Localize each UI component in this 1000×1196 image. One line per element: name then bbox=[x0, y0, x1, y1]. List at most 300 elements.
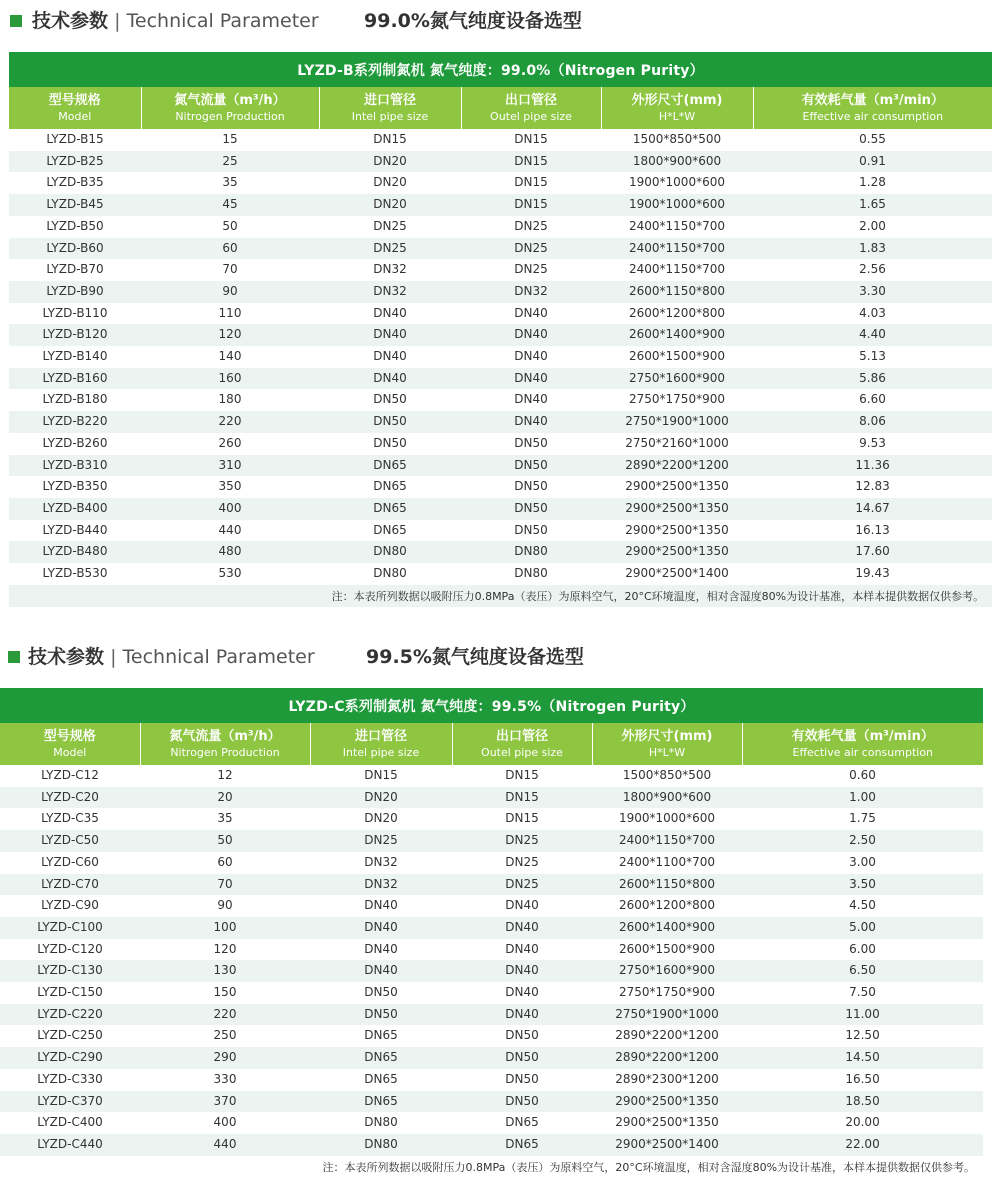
table-note: 注：本表所列数据以吸附压力0.8MPa（表压）为原料空气，20°C环境温度，相对含湿度80%为设计基准，本样本提供数据仅供参考。 bbox=[9, 585, 992, 607]
table-row bbox=[9, 346, 992, 368]
table-cell: 150 bbox=[213, 985, 237, 1000]
table-cell: 6.60 bbox=[859, 392, 886, 407]
table-row bbox=[9, 389, 992, 411]
table-cell: DN50 bbox=[310, 1004, 452, 1026]
table-cell: DN65 bbox=[319, 498, 461, 520]
table-cell: 16.13 bbox=[855, 522, 890, 537]
table-cell: LYZD-C440 bbox=[0, 1134, 140, 1156]
table-cell: LYZD-C130 bbox=[0, 960, 140, 982]
table-cell: 0.91 bbox=[753, 151, 992, 173]
table-cell: LYZD-B15 bbox=[46, 132, 104, 146]
table-cell: 2400*1100*700 bbox=[619, 854, 715, 869]
column-header-en: Intel pipe size bbox=[351, 109, 429, 123]
column-header-en: Model bbox=[53, 745, 87, 759]
table-cell: 1500*850*500 bbox=[632, 132, 722, 146]
table-cell: DN65 bbox=[310, 1047, 452, 1069]
table-cell: DN50 bbox=[505, 1028, 539, 1043]
heading-en: Technical Parameter bbox=[126, 10, 319, 32]
table-cell: 70 bbox=[222, 262, 238, 277]
table-cell: 22.00 bbox=[742, 1134, 983, 1156]
table-cell: LYZD-C250 bbox=[37, 1028, 103, 1043]
table-cell: 50 bbox=[140, 830, 310, 852]
table-row bbox=[9, 303, 992, 325]
table-cell: 14.50 bbox=[742, 1047, 983, 1069]
table-row bbox=[9, 216, 992, 238]
note-row bbox=[9, 585, 992, 607]
column-header-en: Nitrogen Production bbox=[175, 109, 285, 123]
table-cell: 60 bbox=[217, 854, 233, 869]
table-cell: 2600*1150*800 bbox=[601, 281, 753, 303]
table-row bbox=[9, 541, 992, 563]
table-cell: 1900*1000*600 bbox=[619, 811, 715, 826]
table-cell: LYZD-B140 bbox=[42, 349, 108, 364]
note-row bbox=[0, 1156, 983, 1178]
table-cell: DN25 bbox=[514, 218, 548, 233]
table-cell: DN40 bbox=[505, 941, 539, 956]
spec-section-c bbox=[0, 636, 1000, 1174]
table-row bbox=[0, 787, 983, 809]
column-header bbox=[9, 87, 141, 129]
table-cell: 2400*1150*700 bbox=[629, 262, 725, 277]
table-row bbox=[0, 982, 983, 1004]
column-header bbox=[140, 723, 310, 765]
table-cell: 2750*1600*900 bbox=[601, 368, 753, 390]
table-row bbox=[9, 194, 992, 216]
column-header-cn: 出口管径 bbox=[504, 92, 557, 108]
table-cell: 4.50 bbox=[849, 898, 876, 913]
table-cell: DN40 bbox=[319, 324, 461, 346]
table-row bbox=[9, 129, 992, 151]
column-header-cn: 外形尺寸(mm) bbox=[621, 728, 713, 744]
table-cell: DN15 bbox=[452, 787, 592, 809]
table-cell: 120 bbox=[213, 941, 237, 956]
table-cell: DN40 bbox=[514, 392, 548, 407]
column-header bbox=[592, 723, 742, 765]
table-row bbox=[0, 1112, 983, 1134]
table-cell: LYZD-B260 bbox=[42, 435, 108, 450]
table-cell: DN25 bbox=[452, 830, 592, 852]
table-cell: 4.40 bbox=[753, 324, 992, 346]
table-cell: 2600*1200*800 bbox=[619, 898, 715, 913]
table-cell: DN65 bbox=[310, 1091, 452, 1113]
table-cell: LYZD-C12 bbox=[41, 768, 99, 782]
table-cell: 220 bbox=[140, 1004, 310, 1026]
table-cell: 440 bbox=[140, 1134, 310, 1156]
table-cell: 2900*2500*1350 bbox=[625, 522, 729, 537]
table-cell: 2750*1600*900 bbox=[592, 960, 742, 982]
table-cell: 1900*1000*600 bbox=[629, 175, 725, 190]
column-header-en: Intel pipe size bbox=[342, 745, 420, 759]
table-cell: 3.00 bbox=[849, 854, 876, 869]
table-cell: 90 bbox=[217, 898, 233, 913]
table-cell: DN40 bbox=[373, 305, 407, 320]
table-cell: LYZD-B350 bbox=[42, 479, 108, 494]
heading-text bbox=[28, 644, 315, 670]
table-cell: DN50 bbox=[364, 985, 398, 1000]
table-cell: 2890*2200*1200 bbox=[592, 1047, 742, 1069]
table-row bbox=[9, 411, 992, 433]
table-cell: 130 bbox=[140, 960, 310, 982]
table-cell: 12.83 bbox=[855, 479, 890, 494]
table-cell: 0.60 bbox=[849, 768, 876, 782]
table-cell: DN40 bbox=[364, 941, 398, 956]
table-cell: 1500*850*500 bbox=[622, 768, 712, 782]
table-cell: DN25 bbox=[461, 238, 601, 260]
heading-text bbox=[32, 8, 319, 34]
table-cell: LYZD-C370 bbox=[0, 1091, 140, 1113]
table-cell: 2600*1400*900 bbox=[601, 324, 753, 346]
table-cell: DN50 bbox=[514, 435, 548, 450]
column-header bbox=[742, 723, 983, 765]
column-header-cn: 有效耗气量（m³/min） bbox=[801, 92, 944, 108]
table-cell: DN20 bbox=[364, 811, 398, 826]
table-cell: 0.55 bbox=[859, 132, 886, 146]
table-cell: DN50 bbox=[514, 522, 548, 537]
table-cell: LYZD-B530 bbox=[42, 566, 108, 581]
column-header-en: H*L*W bbox=[648, 745, 686, 759]
column-header-cn: 出口管径 bbox=[495, 728, 548, 744]
table-title: LYZD-B系列制氮机 氮气纯度：99.0%（Nitrogen Purity） bbox=[9, 52, 992, 87]
table-cell: 11.36 bbox=[753, 455, 992, 477]
table-cell: DN25 bbox=[319, 238, 461, 260]
table-cell: DN65 bbox=[319, 455, 461, 477]
table-cell: LYZD-C150 bbox=[37, 985, 103, 1000]
table-cell: 2890*2200*1200 bbox=[601, 455, 753, 477]
column-header-cn: 氮气流量（m³/h） bbox=[169, 728, 281, 744]
table-cell: 400 bbox=[141, 498, 319, 520]
table-cell: LYZD-B310 bbox=[9, 455, 141, 477]
table-cell: 100 bbox=[140, 917, 310, 939]
table-row bbox=[0, 1025, 983, 1047]
table-cell: LYZD-B90 bbox=[9, 281, 141, 303]
table-cell: 5.13 bbox=[859, 349, 886, 364]
table-cell: 4.03 bbox=[859, 305, 886, 320]
table-cell: DN65 bbox=[373, 522, 407, 537]
table-cell: DN80 bbox=[514, 566, 548, 581]
table-cell: DN25 bbox=[505, 854, 539, 869]
table-cell: 2750*1900*1000 bbox=[592, 1004, 742, 1026]
heading-cn: 技术参数 bbox=[32, 10, 109, 32]
table-cell: 140 bbox=[218, 349, 242, 364]
table-cell: DN65 bbox=[505, 1115, 539, 1130]
table-cell: 2750*2160*1000 bbox=[625, 435, 729, 450]
table-note: 注：本表所列数据以吸附压力0.8MPa（表压）为原料空气，20°C环境温度，相对含湿度80%为设计基准，本样本提供数据仅供参考。 bbox=[0, 1156, 983, 1178]
column-header-en: Model bbox=[58, 109, 92, 123]
table-cell: DN32 bbox=[310, 874, 452, 896]
column-header bbox=[601, 87, 753, 129]
table-cell: 1800*900*600 bbox=[601, 151, 753, 173]
table-cell: 2750*1750*900 bbox=[619, 985, 715, 1000]
table-cell: 35 bbox=[217, 811, 233, 826]
table-row bbox=[9, 172, 992, 194]
table-cell: LYZD-B160 bbox=[9, 368, 141, 390]
table-cell: DN15 bbox=[373, 132, 407, 146]
table-row bbox=[9, 368, 992, 390]
table-cell: DN80 bbox=[319, 541, 461, 563]
table-cell: LYZD-B480 bbox=[9, 541, 141, 563]
table-cell: DN40 bbox=[452, 917, 592, 939]
table-cell: LYZD-B440 bbox=[42, 522, 108, 537]
column-header-en: Effective air consumption bbox=[802, 109, 944, 123]
table-row bbox=[9, 433, 992, 455]
table-cell: DN40 bbox=[310, 960, 452, 982]
table-cell: DN15 bbox=[461, 151, 601, 173]
column-header bbox=[753, 87, 992, 129]
heading-separator: | bbox=[114, 10, 121, 32]
table-cell: 12.50 bbox=[845, 1028, 880, 1043]
table-cell: LYZD-B110 bbox=[42, 305, 108, 320]
column-header-cn: 氮气流量（m³/h） bbox=[174, 92, 286, 108]
table-cell: 110 bbox=[218, 305, 242, 320]
table-cell: 2900*2500*1350 bbox=[601, 498, 753, 520]
table-row bbox=[0, 960, 983, 982]
table-cell: 310 bbox=[141, 455, 319, 477]
table-cell: 260 bbox=[218, 435, 242, 450]
table-cell: DN20 bbox=[373, 175, 407, 190]
table-cell: LYZD-C20 bbox=[0, 787, 140, 809]
table-cell: LYZD-B35 bbox=[46, 175, 104, 190]
table-cell: DN25 bbox=[310, 830, 452, 852]
table-cell: DN20 bbox=[310, 787, 452, 809]
table-cell: 1.65 bbox=[753, 194, 992, 216]
table-cell: DN40 bbox=[319, 368, 461, 390]
table-cell: LYZD-C35 bbox=[41, 811, 99, 826]
table-cell: DN50 bbox=[505, 1071, 539, 1086]
table-row bbox=[9, 498, 992, 520]
header-row bbox=[0, 723, 983, 765]
table-cell: 180 bbox=[218, 392, 242, 407]
table-cell: 250 bbox=[213, 1028, 237, 1043]
table-cell: LYZD-C100 bbox=[0, 917, 140, 939]
table-cell: DN80 bbox=[310, 1134, 452, 1156]
table-cell: 20 bbox=[140, 787, 310, 809]
table-cell: LYZD-B60 bbox=[9, 238, 141, 260]
table-cell: LYZD-C60 bbox=[41, 854, 99, 869]
column-header-cn: 进口管径 bbox=[354, 728, 407, 744]
table-cell: DN40 bbox=[505, 985, 539, 1000]
table-cell: DN65 bbox=[364, 1028, 398, 1043]
column-header bbox=[310, 723, 452, 765]
table-cell: 2750*1750*900 bbox=[629, 392, 725, 407]
table-cell: 440 bbox=[218, 522, 242, 537]
table-cell: 18.50 bbox=[742, 1091, 983, 1113]
column-header-cn: 外形尺寸(mm) bbox=[631, 92, 723, 108]
table-cell: DN40 bbox=[452, 960, 592, 982]
table-row bbox=[0, 1047, 983, 1069]
table-cell: DN32 bbox=[373, 262, 407, 277]
table-cell: 330 bbox=[213, 1071, 237, 1086]
table-cell: DN15 bbox=[461, 194, 601, 216]
table-cell: DN50 bbox=[373, 392, 407, 407]
table-cell: DN50 bbox=[452, 1091, 592, 1113]
spec-table bbox=[0, 688, 983, 1178]
table-cell: 2400*1150*700 bbox=[601, 238, 753, 260]
table-cell: 400 bbox=[213, 1115, 237, 1130]
table-cell: 5.00 bbox=[742, 917, 983, 939]
column-header-en: Outel pipe size bbox=[481, 745, 563, 759]
table-cell: DN40 bbox=[310, 917, 452, 939]
table-cell: 12 bbox=[217, 768, 233, 782]
table-cell: DN50 bbox=[452, 1047, 592, 1069]
table-cell: 2890*2300*1200 bbox=[615, 1071, 719, 1086]
column-header bbox=[0, 723, 140, 765]
column-header-cn: 型号规格 bbox=[43, 728, 96, 744]
table-cell: 60 bbox=[141, 238, 319, 260]
table-cell: 25 bbox=[141, 151, 319, 173]
table-cell: DN40 bbox=[461, 324, 601, 346]
heading-separator: | bbox=[110, 646, 117, 668]
column-header-cn: 进口管径 bbox=[363, 92, 416, 108]
table-cell: DN15 bbox=[505, 811, 539, 826]
table-cell: 2890*2200*1200 bbox=[615, 1028, 719, 1043]
bullet-square-icon bbox=[8, 651, 20, 663]
table-row bbox=[0, 939, 983, 961]
table-cell: 19.43 bbox=[855, 566, 890, 581]
table-cell: LYZD-C120 bbox=[37, 941, 103, 956]
table-cell: LYZD-C400 bbox=[37, 1115, 103, 1130]
table-cell: DN65 bbox=[373, 479, 407, 494]
table-cell: DN50 bbox=[461, 455, 601, 477]
table-cell: DN32 bbox=[364, 854, 398, 869]
table-cell: LYZD-B70 bbox=[46, 262, 104, 277]
table-cell: DN20 bbox=[319, 151, 461, 173]
table-cell: DN50 bbox=[461, 498, 601, 520]
table-cell: LYZD-B120 bbox=[9, 324, 141, 346]
table-cell: DN15 bbox=[514, 132, 548, 146]
table-cell: LYZD-C90 bbox=[41, 898, 99, 913]
table-cell: 1.28 bbox=[859, 175, 886, 190]
table-cell: DN32 bbox=[319, 281, 461, 303]
table-cell: 350 bbox=[218, 479, 242, 494]
table-cell: LYZD-B400 bbox=[9, 498, 141, 520]
table-cell: 2900*2500*1350 bbox=[625, 479, 729, 494]
table-cell: 3.50 bbox=[742, 874, 983, 896]
table-cell: DN40 bbox=[514, 349, 548, 364]
table-cell: DN50 bbox=[373, 435, 407, 450]
table-row bbox=[0, 1004, 983, 1026]
column-header-en: H*L*W bbox=[658, 109, 696, 123]
table-cell: 11.00 bbox=[742, 1004, 983, 1026]
table-cell: LYZD-B45 bbox=[9, 194, 141, 216]
table-cell: DN15 bbox=[364, 768, 398, 782]
table-cell: 20.00 bbox=[845, 1115, 880, 1130]
table-row bbox=[0, 765, 983, 787]
table-row bbox=[9, 259, 992, 281]
table-cell: 2900*2500*1350 bbox=[615, 1115, 719, 1130]
table-row bbox=[9, 238, 992, 260]
table-cell: 35 bbox=[222, 175, 238, 190]
table-cell: LYZD-B50 bbox=[46, 218, 104, 233]
table-cell: DN15 bbox=[505, 768, 539, 782]
table-cell: DN80 bbox=[373, 566, 407, 581]
table-cell: DN80 bbox=[461, 541, 601, 563]
header-row bbox=[9, 87, 992, 129]
table-cell: DN80 bbox=[364, 1115, 398, 1130]
table-row bbox=[9, 520, 992, 542]
table-cell: DN65 bbox=[452, 1134, 592, 1156]
table-cell: LYZD-B220 bbox=[9, 411, 141, 433]
table-cell: 160 bbox=[141, 368, 319, 390]
table-cell: 1.83 bbox=[753, 238, 992, 260]
column-header bbox=[141, 87, 319, 129]
table-cell: 5.86 bbox=[753, 368, 992, 390]
table-cell: DN50 bbox=[514, 479, 548, 494]
heading-subtitle: 99.5%氮气纯度设备选型 bbox=[366, 646, 584, 668]
table-row bbox=[0, 1134, 983, 1156]
table-cell: 90 bbox=[141, 281, 319, 303]
heading-subtitle: 99.0%氮气纯度设备选型 bbox=[364, 10, 582, 32]
table-cell: LYZD-C290 bbox=[0, 1047, 140, 1069]
table-cell: LYZD-B180 bbox=[42, 392, 108, 407]
table-cell: 6.00 bbox=[849, 941, 876, 956]
table-cell: DN40 bbox=[364, 898, 398, 913]
heading-cn: 技术参数 bbox=[28, 646, 105, 668]
table-cell: 17.60 bbox=[753, 541, 992, 563]
table-row bbox=[9, 563, 992, 585]
table-row bbox=[0, 830, 983, 852]
table-cell: 3.30 bbox=[753, 281, 992, 303]
table-cell: 2600*1500*900 bbox=[619, 941, 715, 956]
section-heading bbox=[0, 636, 1000, 680]
table-cell: 2900*2500*1350 bbox=[592, 1091, 742, 1113]
table-cell: LYZD-C50 bbox=[0, 830, 140, 852]
table-cell: 14.67 bbox=[753, 498, 992, 520]
table-cell: 2900*2500*1400 bbox=[625, 566, 729, 581]
table-cell: DN40 bbox=[505, 898, 539, 913]
table-cell: DN40 bbox=[461, 368, 601, 390]
table-cell: 2900*2500*1400 bbox=[592, 1134, 742, 1156]
table-cell: 1800*900*600 bbox=[592, 787, 742, 809]
table-row bbox=[0, 895, 983, 917]
column-header-cn: 型号规格 bbox=[48, 92, 101, 108]
table-cell: 8.06 bbox=[753, 411, 992, 433]
table-cell: LYZD-C330 bbox=[37, 1071, 103, 1086]
section-heading bbox=[0, 0, 1000, 44]
table-cell: DN32 bbox=[461, 281, 601, 303]
table-row bbox=[9, 455, 992, 477]
table-cell: 1900*1000*600 bbox=[601, 194, 753, 216]
column-header bbox=[452, 723, 592, 765]
table-cell: 2.00 bbox=[859, 218, 886, 233]
table-cell: DN25 bbox=[452, 874, 592, 896]
table-cell: DN50 bbox=[319, 411, 461, 433]
table-cell: 2400*1150*700 bbox=[629, 218, 725, 233]
table-cell: 290 bbox=[140, 1047, 310, 1069]
table-cell: 50 bbox=[222, 218, 238, 233]
column-header-en: Outel pipe size bbox=[490, 109, 572, 123]
table-cell: 7.50 bbox=[849, 985, 876, 1000]
table-cell: 2600*1200*800 bbox=[629, 305, 725, 320]
table-cell: DN15 bbox=[514, 175, 548, 190]
table-cell: DN25 bbox=[514, 262, 548, 277]
table-cell: DN40 bbox=[452, 1004, 592, 1026]
table-cell: LYZD-C220 bbox=[0, 1004, 140, 1026]
table-cell: 2.50 bbox=[742, 830, 983, 852]
table-title: LYZD-C系列制氮机 氮气纯度：99.5%（Nitrogen Purity） bbox=[0, 688, 983, 723]
table-row bbox=[0, 808, 983, 830]
table-cell: 1.75 bbox=[849, 811, 876, 826]
table-cell: 2900*2500*1350 bbox=[601, 541, 753, 563]
table-row bbox=[0, 874, 983, 896]
table-cell: 480 bbox=[141, 541, 319, 563]
bullet-square-icon bbox=[10, 15, 22, 27]
table-cell: LYZD-C70 bbox=[0, 874, 140, 896]
column-header-cn: 有效耗气量（m³/min） bbox=[791, 728, 934, 744]
table-cell: DN40 bbox=[461, 411, 601, 433]
table-cell: 530 bbox=[218, 566, 242, 581]
table-cell: 70 bbox=[140, 874, 310, 896]
table-cell: 2.56 bbox=[859, 262, 886, 277]
